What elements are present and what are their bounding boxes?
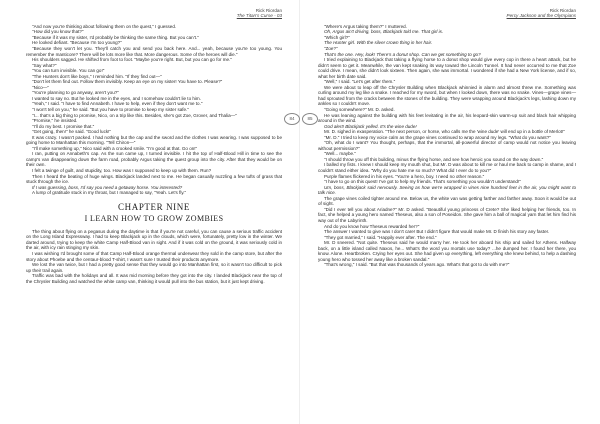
paragraph: "The Hunters don't like boys," I reminded him. "If they find out—" [32, 73, 162, 79]
paragraph: And do you know how Theseus rewarded her?" [324, 223, 420, 229]
paragraph: "Promise," he insisted. [32, 118, 78, 124]
left-page [0, 0, 292, 424]
paragraph: I tried explaining to Blackjack that taking a flying horse to a donut shop would give every cop in there a heart attack, but he didn't seem to get it. Meanwhile, the van kept snaking its way toward the Lincoln Tunnel. It had never occurred to me that Zoe could drive. I mean, she didn't look sixteen. Then again, she was immortal. I wondered if she had a New York license, and if so, what her birth date said. [318, 57, 576, 79]
paragraph: "Oh, what do I want? You thought, perhaps, that the immortal, all-powerful director of camp would not notice you leaving without permission?" [318, 140, 576, 151]
paragraph: I wanted to say no. But he looked me in the eyes, and I somehow couldn't lie to him. [32, 95, 201, 101]
paragraph: "Going somewhere?" Mr. D. asked. [324, 107, 395, 113]
paragraph: We lost the van twice, but I had a pretty good sense that they would go into Manhattan first, so it wasn't too difficult to pick up their trail again. [26, 262, 282, 273]
paragraph: We were about to leap off the Chrysler Building when Blackjack whinnied in alarm and almost threw me. Something was curling around my leg like a snake. I reached for my sword, but when I looked down, there was no snake. Vines—grape vines—had sprouted from the cracks between the stones of the building. They were wrapping around Blackjack's legs, lashing down my ankles so I couldn't move. [318, 84, 576, 107]
paragraph: A lump of gratitude stuck in my throat, but I managed to say, "Yeah. Let's fly." [32, 190, 187, 196]
right-page-header [318, 8, 576, 19]
paragraph: It was crazy. I wasn't packed. I had nothing but the cap and the sword and the clothes I was wearing. I was supposed to be going home to Manhattan this morning. "Tell Chiron—" [26, 134, 282, 146]
paragraph: "I... that's a big thing to promise, Nico, on a trip like this. Besides, she's got Zoe, Grover, and Thalia—" [32, 112, 237, 118]
left-page-number: 84 [284, 113, 300, 125]
paragraph: I was wishing I'd brought some of that Camp Half-Blood orange thermal underwear they sold in the camp store, but after the story about Phoebe and the centaur-blood T-shirt, I wasn't sure I trusted their products anymore. [26, 250, 282, 262]
paragraph: I ran, putting on Annabeth's cap. As the sun came up, I turned invisible. I hit the top of Half-Blood Hill in time to see the camp's van disappearing down the farm road, probably Argus taking the quest group into the city. After that they would be on their own. [26, 151, 282, 168]
paragraph: "How did you know that?" [32, 29, 84, 35]
paragraph: "Get going, then!" he said. "Good luck!" [32, 129, 112, 135]
right-body [318, 24, 576, 268]
paragraph: "I have to go on this quest! I've got to help my friends. That's something you wouldn't understand!" [324, 179, 521, 185]
paragraph: "Well... maybe." [324, 151, 356, 157]
paragraph: "Which girl?" [324, 34, 350, 40]
paragraph: That's the one. Hey, look! There's a donut shop. Can we get something to go? [324, 51, 481, 57]
right-header-author: Rick Riordan [549, 8, 576, 13]
left-header-title: The Titan's Curse - 03 [236, 13, 282, 19]
book-spine [299, 0, 300, 424]
chapter-heading: CHAPTER NINE [118, 201, 190, 212]
paragraph: The answer I wanted to give was I don't care! But I didn't figure that would make Mr. D finish his story any faster. [324, 229, 550, 235]
right-header-title: Percy Jackson and the Olympians [506, 13, 576, 19]
paragraph: I felt a twinge of guilt, and stupidity, too. How was I supposed to keep up with them. Run? [32, 168, 212, 174]
paragraph: "Yeah," I said. "I have to find Annabeth. I have to help, even if they don't want me to." [32, 101, 203, 107]
paragraph: Um, boss, Blackjack said nervously. Seeing as how we're wrapped in vines nine hundred feet in the air, you might want to talk nice. [318, 184, 576, 196]
paragraph: "That's wrong," I said. "But that was thousands of years ago. What's that got to do with me?" [324, 262, 510, 268]
paragraph: "Mr. D." I tried to keep my voice calm as the grape vines continued to wrap around my legs. "What do you want?" [324, 134, 551, 140]
paragraph: If I was guessing, boss, I'd say you need a getaway horse. You interested? [32, 184, 183, 190]
paragraph: The grape vines coiled tighter around me. Below us, the white van was getting farther and farther away. Soon it would be out of sight. [318, 195, 576, 207]
paragraph: "Zoe?" [324, 46, 338, 51]
paragraph: "Because if it was my sister, I'd probably be thinking the same thing. But you can't." [32, 34, 199, 40]
paragraph: He was leaning against the building with his feet levitating in the air, his leopard-skin warm-up suit and black hair whipping around in the wind. [318, 112, 576, 124]
chapter-title: I LEARN HOW TO GROW ZOMBIES [84, 213, 224, 223]
paragraph: "Say what?" [32, 62, 57, 68]
paragraph: He looked defiant. "Because I'm too young?" [32, 40, 122, 46]
paragraph: Mr. D sneered. "Not quite. Theseus said he would marry her. He took her aboard his ship and sailed for Athens. Halfway back, on a little island called Naxos, he... What's the word you mortals use today? ...he dumped her. I found her there, you know. Alone. Heartbroken. Crying her eyes out. She had given up everything, left everything she knew behind, to help a dashing young hero who tossed her away like a broken sandal." [318, 240, 576, 262]
paragraph: God alert! Blackjack yelled. It's the wine dude! [324, 123, 417, 129]
paragraph: Mr. D. sighed in exasperation. "The next person, or horse, who calls me the 'wine dude' will end up in a bottle of Merlot!" [324, 129, 565, 135]
paragraph: "Nico—" [32, 84, 49, 90]
paragraph: Then I heard the beating of huge wings. Blackjack landed next to me. He began casually nuzzling a few tufts of grass that stuck through the ice. [26, 173, 282, 185]
paragraph: Traffic was bad with the holidays and all. It was mid morning before they got into the city. I landed Blackjack near the top of the Chrysler Building and watched the white camp van, thinking it would pull into the bus station, but it just kept driving. [26, 273, 282, 284]
paragraph: Purple flames flickered in his eyes. "You're a hero, boy. I need no other reason." [324, 173, 485, 179]
paragraph: "Don't let them find out. Follow them invisibly. Keep an eye on my sister! You have to. Please?" [32, 79, 223, 85]
paragraph: "You can turn invisible. You can go!" [32, 68, 105, 74]
paragraph: "Because they won't let you. They'll catch you and send you back here. And... yeah, because you're too young. You remember the manticore? There will be lots more like that. More dangerous. Some of the heroes will die." [26, 46, 282, 57]
paragraph: I balled my fists. I knew I should keep my mouth shut, but Mr. D was about to kill me or haul me back to camp in shame, and I couldn't stand either idea. "Why do you hate me so much? What did I ever do to you?" [318, 162, 576, 174]
paragraph: "Did I ever tell you about Ariadne?" Mr. D asked. "Beautiful young princess of Crete? She liked helping her friends, too. In fact, she helped a young hero named Theseus, also a son of Poseidon. She gave him a ball of magical yarn that let him find his way out of the Labyrinth. [318, 206, 576, 223]
left-header-author: Rick Riordan [255, 8, 282, 13]
right-page [308, 0, 600, 424]
left-body-top [26, 24, 282, 196]
paragraph: "I should throw you off this building, minus the flying horse, and see how heroic you sound on the way down." [324, 156, 544, 162]
paragraph: "And now you're thinking about following them on the quest," I guessed. [32, 23, 177, 29]
paragraph: "Well," I said. "Let's get after them." [324, 79, 396, 85]
paragraph: "Where's Argus taking them?" I muttered. [324, 23, 407, 29]
paragraph: The Hunter girl. With the silver crown thing in her hair. [324, 40, 433, 46]
paragraph: "You're planning to go anyway, aren't you?" [32, 90, 119, 96]
paragraph: "I'll make something up," Nico said with a crooked smile. "I'm good at that. Go on!" [32, 145, 198, 151]
left-body-bottom [26, 229, 282, 284]
paragraph: "They got married," I said. "Happily ever after. The end." [324, 234, 437, 240]
paragraph: Oh, Argus ain't driving, boss, Blackjack told me. That girl is. [324, 29, 444, 35]
paragraph: The thing about flying on a pegasus during the daytime is that if you're not careful, you can cause a serious traffic accident on the Long Island Expressway. I had to keep Blackjack up in the clouds, which were, fortunately, pretty low in the winter. We darted around, trying to keep the white Camp Half-Blood van in sight. And if it was cold on the ground, it was seriously cold in the air, with icy rain stinging my skin. [26, 228, 282, 251]
left-page-header [26, 8, 282, 19]
right-page-number: 85 [302, 113, 318, 125]
paragraph: His shoulders sagged. He shifted from foot to foot. "Maybe you're right. But, but you can go for me." [32, 57, 232, 63]
paragraph: "I won't tell on you," he said. "But you have to promise to keep my sister safe." [32, 107, 189, 113]
paragraph: "I'll do my best. I promise that." [32, 123, 95, 129]
